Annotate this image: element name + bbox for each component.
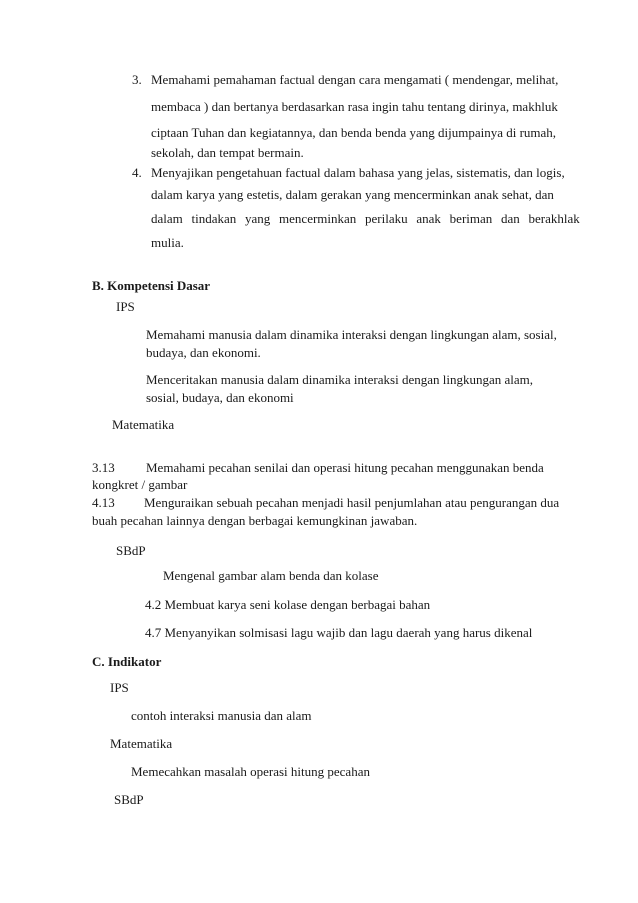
ki-4-line-1: Menyajikan pengetahuan factual dalam bahasa yang jelas, sistematis, dan logis, [151, 165, 565, 180]
kd-sbdp-1: Mengenal gambar alam benda dan kolase [163, 568, 379, 583]
kd-313-text: Memahami pecahan senilai dan operasi hitung pecahan menggunakan benda [146, 460, 544, 475]
ki-3-line-1: Memahami pemahaman factual dengan cara mengamati ( mendengar, melihat, [151, 72, 559, 87]
ki-3-line-4: sekolah, dan tempat bermain. [151, 145, 304, 160]
kd-ips-1-line-2: budaya, dan ekonomi. [146, 345, 261, 360]
kd-413-cont: buah pecahan lainnya dengan berbagai kemungkinan jawaban. [92, 513, 418, 528]
kd-ips-2-line-2: sosial, budaya, dan ekonomi [146, 390, 294, 405]
ind-ips-item: contoh interaksi manusia dan alam [131, 708, 312, 723]
kd-sbdp-label: SBdP [116, 543, 146, 558]
ki-3-line-3: ciptaan Tuhan dan kegiatannya, dan benda benda yang dijumpainya di rumah, [151, 125, 557, 140]
kd-matematika-label: Matematika [112, 417, 175, 432]
kd-sbdp-42: 4.2 Membuat karya seni kolase dengan berbagai bahan [145, 597, 431, 612]
ind-sbdp-label: SBdP [114, 792, 144, 807]
kd-313-number: 3.13 [92, 460, 115, 475]
ind-matematika-item: Memecahkan masalah operasi hitung pecahan [131, 764, 370, 779]
kd-313-cont: kongkret / gambar [92, 477, 188, 492]
kd-413-number: 4.13 [92, 495, 115, 510]
kd-sbdp-47: 4.7 Menyanyikan solmisasi lagu wajib dan lagu daerah yang harus dikenal [145, 625, 533, 640]
ki-3-line-2: membaca ) dan bertanya berdasarkan rasa ingin tahu tentang dirinya, makhluk [151, 99, 558, 114]
kd-ips-2-line-1: Menceritakan manusia dalam dinamika interaksi dengan lingkungan alam, [146, 372, 533, 387]
ki-4-line-2: dalam karya yang estetis, dalam gerakan yang mencerminkan anak sehat, dan [151, 187, 554, 202]
ki-4-line-3: dalam tindakan yang mencerminkan perilaku anak beriman dan berakhlak [151, 211, 580, 226]
ki-3-number: 3. [132, 72, 142, 87]
kd-413-text: Menguraikan sebuah pecahan menjadi hasil penjumlahan atau pengurangan dua [144, 495, 560, 510]
section-b-heading: B. Kompetensi Dasar [92, 278, 211, 293]
ki-4-line-4: mulia. [151, 235, 184, 250]
ki-4-number: 4. [132, 165, 142, 180]
kd-ips-1-line-1: Memahami manusia dalam dinamika interaksi dengan lingkungan alam, sosial, [146, 327, 557, 342]
kd-ips-label: IPS [116, 299, 135, 314]
section-c-heading: C. Indikator [92, 654, 162, 669]
ind-matematika-label: Matematika [110, 736, 173, 751]
ind-ips-label: IPS [110, 680, 129, 695]
